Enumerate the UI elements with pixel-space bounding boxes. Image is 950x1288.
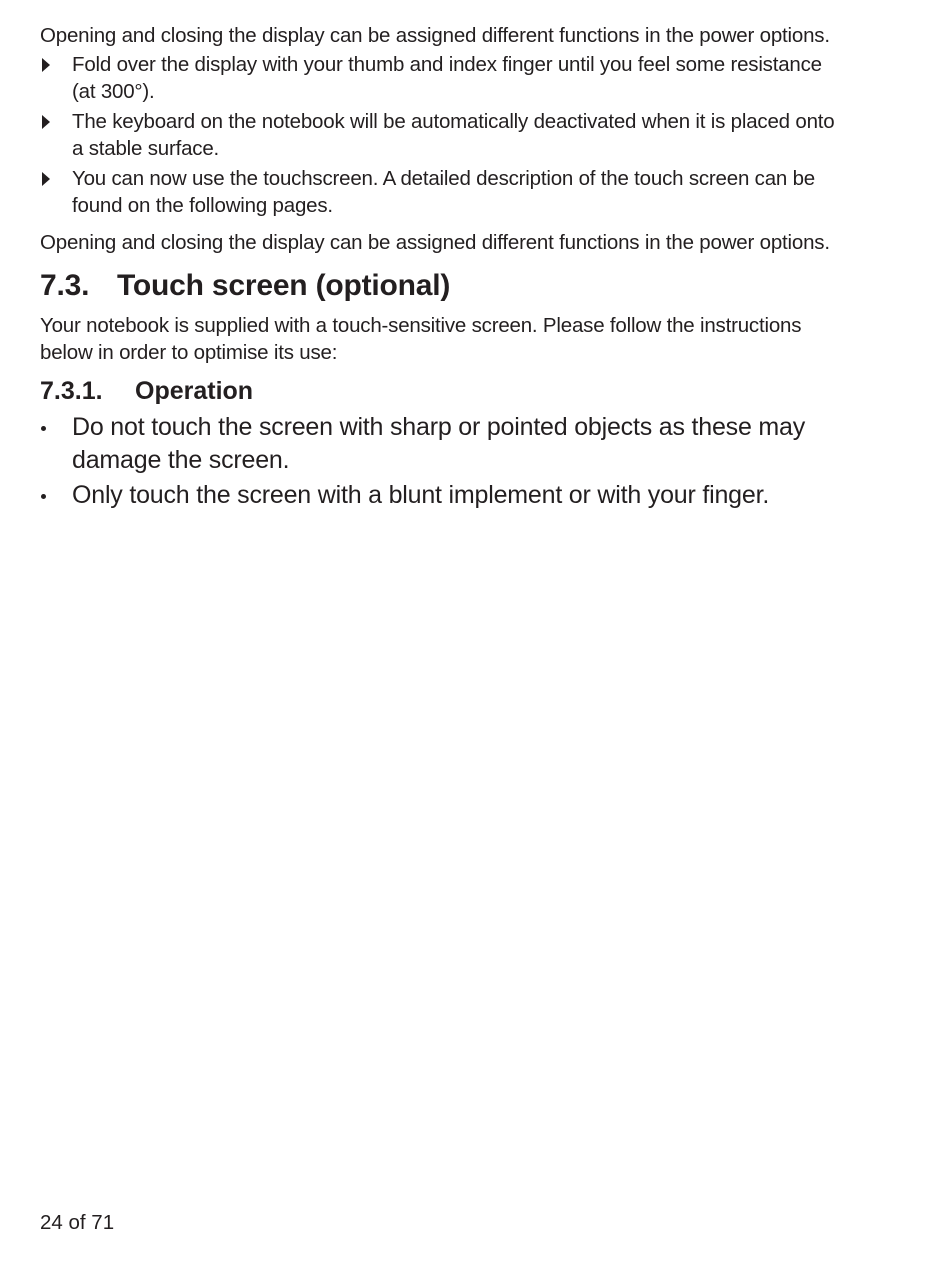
section-heading xyxy=(40,266,840,306)
instruction-item xyxy=(40,51,840,105)
instruction-text: The keyboard on the notebook will be automatically deactivated when it is placed onto a stable surface. xyxy=(72,110,835,160)
page-content xyxy=(40,22,840,514)
instruction-text: You can now use the touchscreen. A detailed description of the touch screen can be found on the following pages. xyxy=(72,167,816,217)
subsection-heading xyxy=(40,375,840,407)
warning-list xyxy=(40,411,840,512)
page-number: 24 of 71 xyxy=(40,1211,115,1234)
subsection-title: Operation xyxy=(135,377,254,405)
warning-item xyxy=(40,479,840,512)
paragraph-power-options-repeat: Opening and closing the display can be assigned different functions in the power options. xyxy=(40,231,830,254)
instruction-text: Fold over the display with your thumb and index finger until you feel some resistance (at 300°). xyxy=(72,53,822,103)
subsection-number: 7.3.1. xyxy=(40,377,103,405)
instruction-item xyxy=(40,165,840,219)
instruction-item xyxy=(40,108,840,162)
triangle-bullet-icon xyxy=(42,115,50,129)
section-number: 7.3. xyxy=(40,269,90,302)
dot-bullet-icon xyxy=(41,426,46,431)
triangle-bullet-icon xyxy=(42,58,50,72)
triangle-bullet-icon xyxy=(42,172,50,186)
warning-text: Only touch the screen with a blunt implement or with your finger. xyxy=(72,481,770,509)
paragraph-power-options: Opening and closing the display can be assigned different functions in the power options. xyxy=(40,24,830,47)
dot-bullet-icon xyxy=(41,494,46,499)
warning-text: Do not touch the screen with sharp or pointed objects as these may damage the screen. xyxy=(72,413,806,474)
paragraph-intro: Your notebook is supplied with a touch-sensitive screen. Please follow the instructions below in order to optimise its use: xyxy=(40,314,802,364)
instruction-list xyxy=(40,51,840,219)
warning-item xyxy=(40,411,840,477)
section-title: Touch screen (optional) xyxy=(117,269,451,302)
